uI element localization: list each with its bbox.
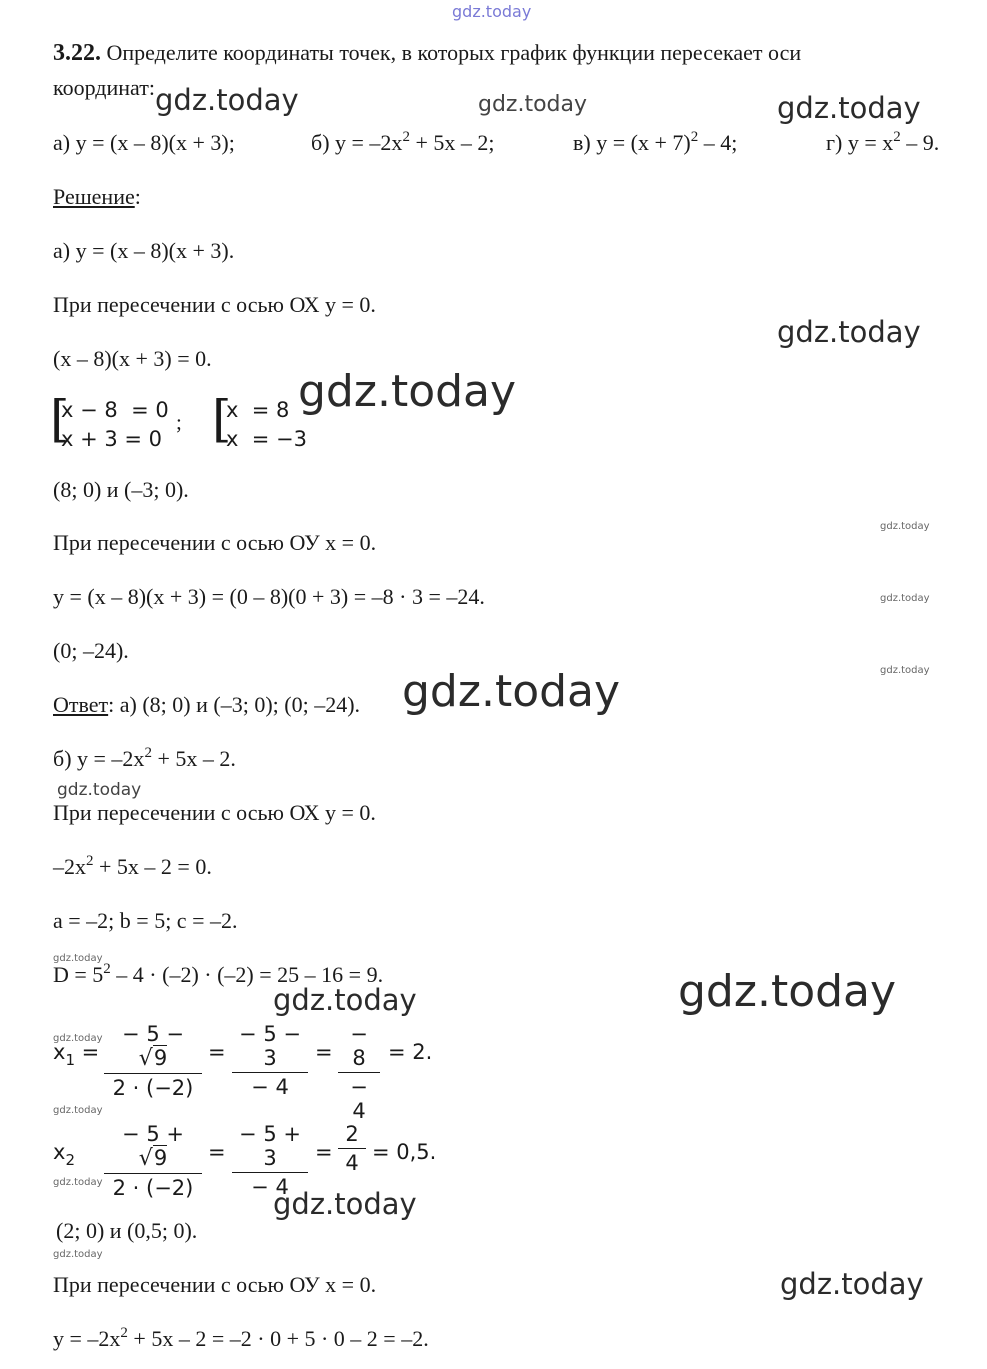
watermark: gdz.today xyxy=(880,521,930,532)
part-b-oy-text: При пересечении с осью ОУ x = 0. xyxy=(53,1272,377,1297)
part-a-answer: Ответ: а) (8; 0) и (–3; 0); (0; –24). xyxy=(53,692,361,717)
x1-equals-2: = xyxy=(315,1040,333,1064)
watermark: gdz.today xyxy=(53,1249,103,1260)
x1-equals-1: = xyxy=(208,1040,226,1064)
x2-equals-1: = xyxy=(208,1140,226,1164)
watermark: gdz.today xyxy=(777,315,921,349)
watermark: gdz.today xyxy=(780,1267,924,1301)
system-separator: ; xyxy=(176,410,182,434)
problem-statement-line1 xyxy=(53,40,801,66)
watermark: gdz.today xyxy=(53,953,103,964)
x1-label: $x_1$ = xyxy=(53,1040,100,1069)
part-a-ox-text: При пересечении с осью ОХ y = 0. xyxy=(53,292,376,317)
x2-label: $x_2$ xyxy=(53,1140,75,1169)
part-b-discriminant: $D = 5^2 - 4 \cdot (-2) \cdot (-2) = 25 - 16 = 9$. xyxy=(53,961,384,987)
system-2: x = 8 x = −3 xyxy=(226,398,308,451)
system-bracket-1: [ xyxy=(50,390,70,448)
x2-fraction-1: $\frac{- 5 + √9}{2 \cdot (-2)}$ xyxy=(104,1122,202,1200)
system-1: x − 8 = 0 x + 3 = 0 xyxy=(61,398,169,451)
x2-fraction-3: $\frac{2}{4}$ xyxy=(338,1122,366,1175)
watermark: gdz.today xyxy=(53,1105,103,1116)
watermark: gdz.today xyxy=(402,666,621,717)
part-a-oy-text: При пересечении с осью ОУ x = 0. xyxy=(53,530,377,555)
watermark: gdz.today xyxy=(880,665,930,676)
part-b-title: б) $y = -2x^2 + 5x - 2$. xyxy=(53,745,236,771)
watermark: gdz.today xyxy=(298,366,517,417)
part-b-oy-calc: $y = -2x^2 + 5x - 2 = -2 \cdot 0 + 5 \cdot 0 - 2 = -2$. xyxy=(53,1325,429,1351)
solution-heading: Решение: xyxy=(53,184,141,209)
watermark: gdz.today xyxy=(777,91,921,125)
part-b-equation: $-2x^2 + 5x - 2 = 0$. xyxy=(53,853,212,879)
part-a-equation: (x – 8)(x + 3) = 0. xyxy=(53,346,212,371)
watermark-top: gdz.today xyxy=(452,2,532,21)
part-b-coefficients: a = –2; b = 5; c = –2. xyxy=(53,908,238,933)
problem-number: 3.22. xyxy=(53,40,101,66)
system-bracket-2: [ xyxy=(212,390,232,448)
watermark: gdz.today xyxy=(880,593,930,604)
x1-fraction-1: $\frac{- 5 - √9}{2 \cdot (-2)}$ xyxy=(104,1022,202,1100)
option-a: а) y = (x – 8)(x + 3); xyxy=(53,130,235,155)
option-g: г) $y = x^2 - 9$. xyxy=(826,129,940,155)
watermark: gdz.today xyxy=(273,983,417,1017)
x2-fraction-2: $\frac{- 5 + 3}{- 4}$ xyxy=(232,1122,308,1199)
part-a-oy-calc: y = (x – 8)(x + 3) = (0 – 8)(0 + 3) = –8 · 3 = –24. xyxy=(53,584,485,609)
problem-text: Определите координаты точек, в которых график функции пересекает оси xyxy=(106,40,802,65)
x1-result: = 2. xyxy=(388,1040,433,1064)
watermark: gdz.today xyxy=(678,966,897,1017)
watermark: gdz.today xyxy=(155,83,299,117)
watermark: gdz.today xyxy=(53,1033,103,1044)
x2-equals-2: = xyxy=(315,1140,333,1164)
watermark: gdz.today xyxy=(478,92,588,117)
x1-fraction-2: $\frac{- 5 - 3}{- 4}$ xyxy=(232,1022,308,1099)
part-b-points-ox: (2; 0) и (0,5; 0). xyxy=(56,1218,198,1243)
watermark: gdz.today xyxy=(273,1187,417,1221)
part-a-title: а) y = (x – 8)(x + 3). xyxy=(53,238,235,263)
part-a-points-ox: (8; 0) и (–3; 0). xyxy=(53,477,189,502)
option-b: б) $y = -2x^2 + 5x - 2$; xyxy=(311,129,495,155)
problem-text-line2: координат: xyxy=(53,75,155,100)
option-v: в) $y = (x + 7)^2 - 4$; xyxy=(573,129,738,155)
x2-result: = 0,5. xyxy=(372,1140,437,1164)
watermark: gdz.today xyxy=(53,1177,103,1188)
part-b-ox-text: При пересечении с осью ОХ y = 0. xyxy=(53,800,376,825)
x1-fraction-3: $\frac{- 8}{- 4}$ xyxy=(338,1022,380,1123)
watermark: gdz.today xyxy=(57,780,142,800)
part-a-point-oy: (0; –24). xyxy=(53,638,129,663)
